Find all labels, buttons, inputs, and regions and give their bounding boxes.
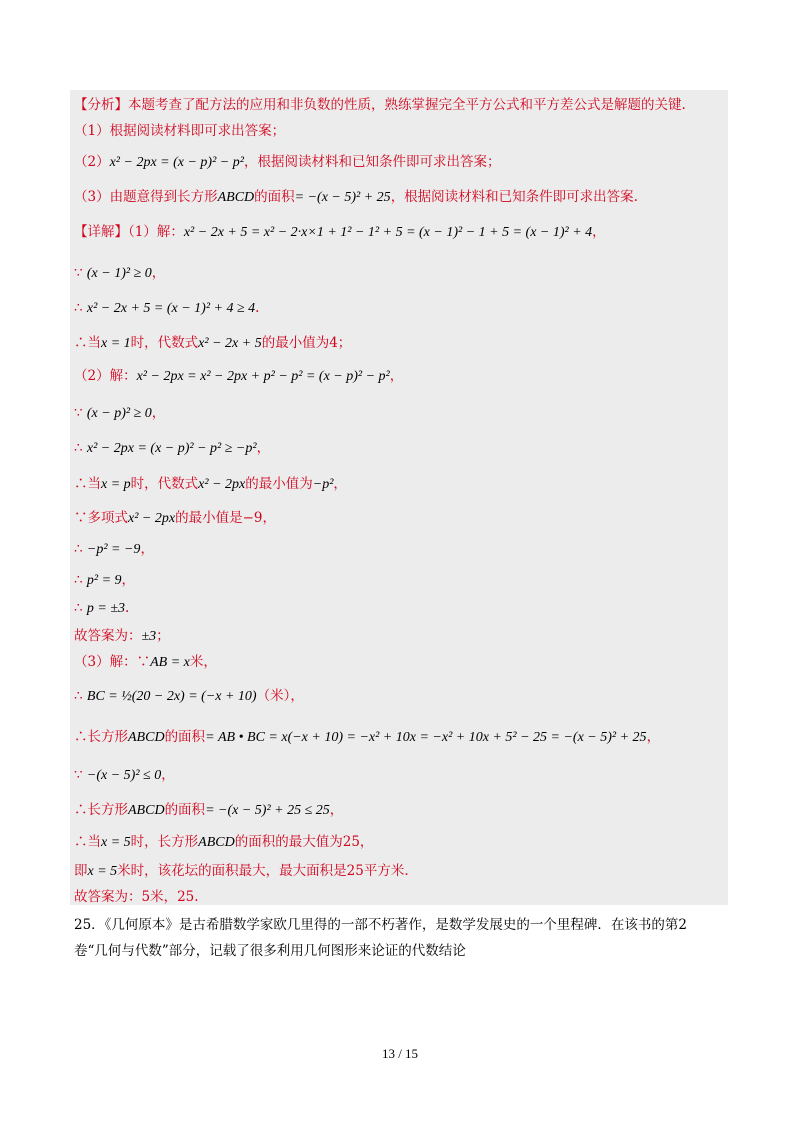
math-expression: x = 5 bbox=[87, 864, 118, 879]
solution-text: ∴长方形 bbox=[74, 729, 128, 745]
math-expression: x² − 2px bbox=[128, 511, 176, 526]
math-expression: = −(x − 5)² + 25 ≤ 25 bbox=[205, 803, 330, 818]
solution-text: 的面积 bbox=[164, 802, 206, 818]
solution-text: 即 bbox=[74, 863, 88, 879]
solution-text: 时，代数式 bbox=[130, 335, 199, 351]
solution-text: ， bbox=[161, 767, 175, 783]
solution-text: ， bbox=[592, 224, 606, 240]
solution-text: ∴ bbox=[74, 440, 87, 456]
solution-line bbox=[74, 832, 373, 853]
math-expression: x = 1 bbox=[101, 336, 131, 351]
solution-text: 的面积的最大值为25， bbox=[234, 834, 374, 850]
solution-text: 时，长方形 bbox=[130, 834, 199, 850]
page-number: 13 / 15 bbox=[381, 1046, 419, 1061]
solution-text: 的最小值是−9， bbox=[175, 510, 276, 526]
solution-line bbox=[74, 686, 304, 707]
solution-text: ∵多项式 bbox=[74, 510, 128, 526]
math-expression: −(x − 5)² ≤ 0 bbox=[86, 768, 162, 783]
solution-line bbox=[74, 598, 129, 619]
solution-text: ∴当 bbox=[74, 476, 101, 492]
solution-text: ， bbox=[151, 265, 166, 281]
math-expression: x = 5 bbox=[101, 835, 131, 850]
solution-text: 【分析】本题考查了配方法的应用和非负数的性质，熟练掌握完全平方公式和平方差公式是解题的关键. bbox=[74, 97, 686, 113]
math-expression: = AB • BC = x(−x + 10) = −x² + 10x = −x² + 10x + 5² − 25 = −(x − 5)² + 25 bbox=[205, 730, 647, 745]
solution-text: ，根据阅读材料和已知条件即可求出答案. bbox=[390, 189, 638, 205]
solution-text: ， bbox=[256, 440, 271, 456]
math-expression: x² − 2px = x² − 2px + p² − p² = (x − p)² − p² bbox=[136, 369, 390, 384]
solution-text: . bbox=[255, 300, 260, 316]
solution-line bbox=[74, 765, 175, 786]
math-expression: −p² = −9 bbox=[86, 542, 141, 557]
solution-text: ∵ bbox=[74, 265, 87, 281]
solution-text: ， bbox=[646, 729, 661, 745]
math-expression: x² − 2px = (x − p)² − p² ≥ −p² bbox=[86, 441, 257, 456]
math-expression: ABCD bbox=[128, 803, 165, 818]
solution-line bbox=[74, 474, 347, 495]
solution-text: ， bbox=[329, 802, 344, 818]
solution-text: ∴长方形 bbox=[74, 802, 128, 818]
solution-text: 的面积 bbox=[254, 189, 295, 205]
solution-text: （1）根据阅读材料即可求出答案； bbox=[74, 123, 286, 139]
math-expression: −p² bbox=[312, 477, 334, 492]
solution-line bbox=[74, 570, 135, 591]
solution-line bbox=[74, 800, 343, 821]
solution-line bbox=[74, 366, 403, 387]
solution-line bbox=[74, 626, 170, 647]
solution-text: ∵ bbox=[74, 767, 87, 783]
solution-text: 的面积 bbox=[164, 729, 206, 745]
solution-text: ∴当 bbox=[74, 335, 101, 351]
solution-line bbox=[74, 539, 154, 560]
solution-line bbox=[74, 727, 660, 748]
solution-line bbox=[74, 333, 351, 354]
solution-text: ， bbox=[333, 476, 347, 492]
math-expression: x² − 2x + 5 = x² − 2·x×1 + 1² − 1² + 5 = (x − 1)² − 1 + 5 = (x − 1)² + 4 bbox=[183, 225, 593, 240]
solution-text: . bbox=[125, 600, 130, 616]
math-expression: BC = ½(20 − 2x) = (−x + 10) bbox=[86, 689, 257, 704]
solution-line bbox=[74, 298, 259, 319]
math-expression: ABCD bbox=[198, 835, 235, 850]
solution-text: （3）解：∵ bbox=[74, 654, 151, 670]
solution-line bbox=[74, 438, 270, 459]
math-expression: p = ±3 bbox=[86, 601, 126, 616]
solution-text: 【详解】（1）解： bbox=[74, 224, 184, 240]
solution-text: （2） bbox=[74, 154, 110, 170]
solution-line bbox=[74, 187, 638, 208]
solution-line bbox=[74, 121, 285, 141]
solution-text: ∴ bbox=[74, 600, 87, 616]
math-expression: AB = x bbox=[150, 655, 190, 670]
solution-text: 的最小值为 bbox=[245, 476, 313, 492]
solution-text: 米时，该花坛的面积最大，最大面积是25平方米. bbox=[117, 863, 409, 879]
math-expression: x = p bbox=[101, 477, 131, 492]
solution-text: 的最小值为4； bbox=[261, 335, 352, 351]
solution-line bbox=[74, 222, 606, 243]
math-expression: x² − 2x + 5 bbox=[198, 336, 262, 351]
solution-text: 故答案为：5米，25. bbox=[74, 889, 199, 905]
solution-text: 米， bbox=[189, 654, 217, 670]
solution-text: 故答案为： bbox=[74, 628, 142, 644]
solution-text: ∴ bbox=[74, 541, 87, 557]
solution-text: ∴ bbox=[74, 572, 87, 588]
solution-text: （2）解： bbox=[74, 368, 137, 384]
solution-line bbox=[74, 861, 409, 882]
math-expression: (x − 1)² ≥ 0 bbox=[86, 266, 152, 281]
math-expression: = −(x − 5)² + 25 bbox=[294, 190, 391, 205]
math-expression: p² = 9 bbox=[86, 573, 122, 588]
solution-text: ； bbox=[156, 628, 170, 644]
math-expression: ABCD bbox=[128, 730, 165, 745]
solution-text: ， bbox=[140, 541, 154, 557]
solution-text: （3）由题意得到长方形 bbox=[74, 189, 218, 205]
solution-text: ∴ bbox=[74, 300, 87, 316]
math-expression: (x − p)² ≥ 0 bbox=[86, 406, 152, 421]
question-line-2: 卷“几何与代数”部分，记载了很多利用几何图形来论证的代数结论 bbox=[74, 943, 466, 959]
solution-text: ， bbox=[151, 405, 166, 421]
solution-line bbox=[74, 652, 217, 673]
solution-text: ， bbox=[389, 368, 404, 384]
math-expression: x² − 2px bbox=[198, 477, 246, 492]
math-expression: x² − 2x + 5 = (x − 1)² + 4 ≥ 4 bbox=[86, 301, 256, 316]
solution-text: ∵ bbox=[74, 405, 87, 421]
solution-line bbox=[74, 887, 199, 907]
solution-text: ， bbox=[121, 572, 136, 588]
solution-text: ，根据阅读材料和已知条件即可求出答案； bbox=[243, 154, 501, 170]
math-expression: ABCD bbox=[217, 190, 255, 205]
solution-line bbox=[74, 95, 686, 115]
math-expression: x² − 2px = (x − p)² − p² bbox=[109, 155, 244, 170]
question-line-1: 25．《几何原本》是古希腊数学家欧几里得的一部不朽著作，是数学发展史的一个里程碑．在该书的第2 bbox=[74, 917, 688, 933]
solution-text: 时，代数式 bbox=[130, 476, 199, 492]
solution-line bbox=[74, 403, 165, 424]
math-expression: ±3 bbox=[141, 629, 157, 644]
solution-text: （米）， bbox=[256, 688, 304, 704]
solution-text: ∴当 bbox=[74, 834, 101, 850]
solution-line bbox=[74, 508, 276, 529]
solution-line bbox=[74, 263, 165, 284]
solution-line bbox=[74, 152, 500, 173]
solution-text: ∴ bbox=[74, 688, 87, 704]
